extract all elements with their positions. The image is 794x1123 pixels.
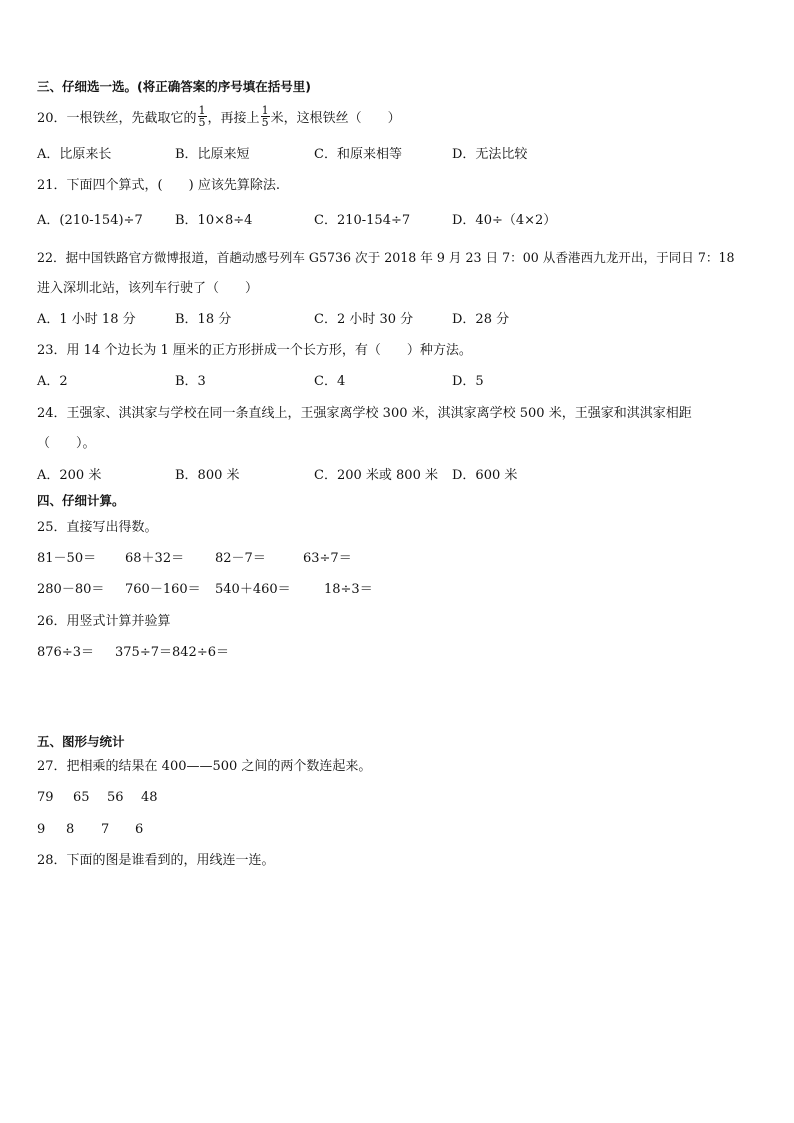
q20-option-d[interactable]: D．无法比较 [452, 147, 528, 162]
q20-frac2-numerator: 1 [261, 104, 269, 117]
q26-item: 842÷6＝ [172, 645, 229, 660]
q20-fraction-2 [261, 105, 270, 128]
question-26: 26．用竖式计算并验算 [37, 614, 171, 629]
q20-option-b[interactable]: B．比原来短 [175, 147, 250, 162]
q21-option-d[interactable]: D．40÷（4×2） [452, 213, 557, 228]
question-22-line-1: 22．据中国铁路官方微博报道，首趟动感号列车 G5736 次于 2018 年 9 月 23 日 7：00 从香港西九龙开出，于同日 7：18 [37, 250, 735, 265]
question-25: 25．直接写出得数。 [37, 520, 158, 535]
q27-number: 48 [141, 790, 158, 805]
question-21: 21．下面四个算式，( ) 应该先算除法. [37, 178, 280, 193]
q24-option-b[interactable]: B．800 米 [175, 468, 240, 483]
q20-text-part3: 米，这根铁丝（ ） [270, 111, 401, 126]
q27-number: 79 [37, 790, 54, 805]
q21-option-b[interactable]: B．10×8÷4 [175, 213, 253, 228]
q25-item: 540＋460＝ [215, 582, 291, 597]
question-22-line-2: 进入深圳北站，该列车行驶了（ ） [37, 281, 259, 296]
section-5-heading: 五、图形与统计 [37, 734, 125, 749]
q20-option-c[interactable]: C．和原来相等 [314, 147, 402, 162]
q22-option-c[interactable]: C．2 小时 30 分 [314, 312, 414, 327]
q23-option-c[interactable]: C．4 [314, 374, 346, 389]
q22-option-a[interactable]: A．1 小时 18 分 [37, 312, 136, 327]
question-23: 23．用 14 个边长为 1 厘米的正方形拼成一个长方形，有（ ）种方法。 [37, 343, 472, 358]
q20-text-part2: ，再接上 [207, 111, 260, 126]
q25-item: 18÷3＝ [324, 582, 373, 597]
q27-number: 7 [101, 822, 110, 837]
q27-number: 65 [73, 790, 90, 805]
q25-item: 82－7＝ [215, 551, 266, 566]
q24-option-d[interactable]: D．600 米 [452, 468, 518, 483]
q23-option-b[interactable]: B．3 [175, 374, 206, 389]
q21-option-c[interactable]: C．210-154÷7 [314, 213, 411, 228]
q24-option-a[interactable]: A．200 米 [37, 468, 102, 483]
q23-option-a[interactable]: A．2 [37, 374, 68, 389]
q25-item: 760－160＝ [125, 582, 201, 597]
q25-item: 280－80＝ [37, 582, 105, 597]
question-27: 27．把相乘的结果在 400——500 之间的两个数连起来。 [37, 759, 372, 774]
q20-frac1-numerator: 1 [198, 104, 206, 117]
section-4-heading: 四、仔细计算。 [37, 493, 125, 508]
q24-option-c[interactable]: C．200 米或 800 米 [314, 468, 438, 483]
question-24-line-1: 24．王强家、淇淇家与学校在同一条直线上，王强家离学校 300 米，淇淇家离学校 500 米，王强家和淇淇家相距 [37, 406, 692, 421]
q27-number: 56 [107, 790, 124, 805]
question-20 [37, 104, 401, 130]
q20-text-part1: 20．一根铁丝，先截取它的 [37, 111, 197, 126]
q27-number: 9 [37, 822, 46, 837]
q26-item: 375÷7＝ [115, 645, 172, 660]
q20-fraction-1 [198, 105, 207, 128]
q22-option-b[interactable]: B．18 分 [175, 312, 232, 327]
q20-option-a[interactable]: A．比原来长 [37, 147, 112, 162]
q27-number: 8 [66, 822, 75, 837]
q25-item: 63÷7＝ [303, 551, 352, 566]
q20-frac1-denominator: 5 [198, 116, 206, 129]
q23-option-d[interactable]: D．5 [452, 374, 484, 389]
question-24-line-2: （ ）。 [37, 436, 96, 451]
q25-item: 81－50＝ [37, 551, 97, 566]
question-28: 28．下面的图是谁看到的，用线连一连。 [37, 853, 275, 868]
q27-number: 6 [135, 822, 144, 837]
q25-item: 68＋32＝ [125, 551, 185, 566]
q22-option-d[interactable]: D．28 分 [452, 312, 510, 327]
section-3-heading: 三、仔细选一选。(将正确答案的序号填在括号里) [37, 79, 311, 94]
q20-frac2-denominator: 5 [261, 116, 269, 129]
q21-option-a[interactable]: A．(210-154)÷7 [37, 213, 143, 228]
q26-item: 876÷3＝ [37, 645, 94, 660]
